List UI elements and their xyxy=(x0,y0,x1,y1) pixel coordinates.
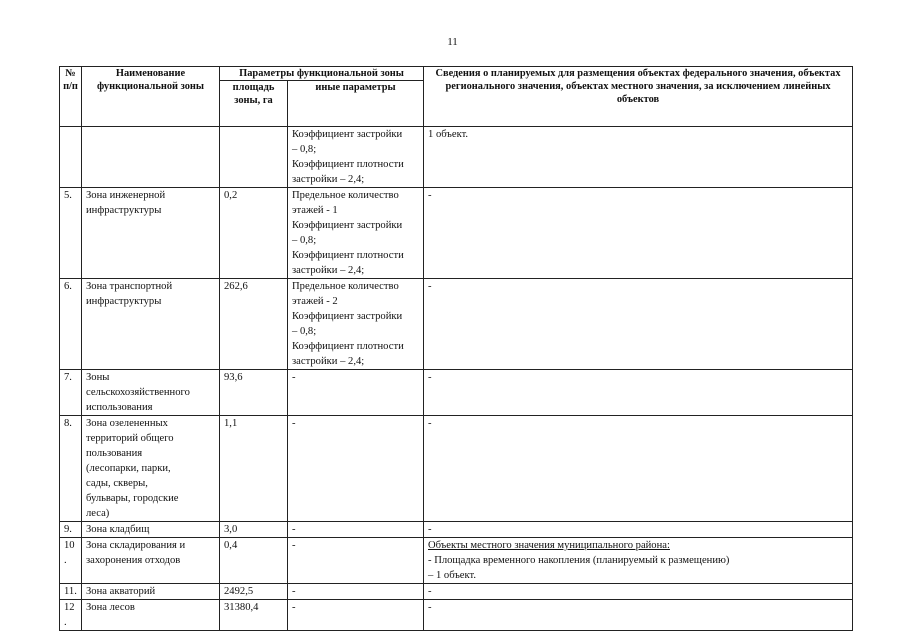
zone-params xyxy=(288,279,424,370)
zone-params xyxy=(288,522,424,538)
zone-name xyxy=(82,584,220,600)
zone-name-line: Зона акваторий xyxy=(86,586,156,597)
zone-name-line: инфраструктуры xyxy=(86,205,162,216)
table-row xyxy=(60,600,853,631)
zone-name xyxy=(82,370,220,416)
planned-objects-line: - xyxy=(428,602,432,613)
row-num xyxy=(60,279,82,370)
planned-objects-title: Объекты местного значения муниципального района: xyxy=(428,540,670,551)
zone-name-line: сельскохозяйственного xyxy=(86,387,190,398)
zone-name-line: (лесопарки, парки, xyxy=(86,463,171,474)
zone-params-line: – 0,8; xyxy=(292,326,317,337)
zone-params-line: этажей - 2 xyxy=(292,296,338,307)
zone-name-line: Зона складирования и xyxy=(86,540,186,551)
planned-objects xyxy=(424,416,853,522)
zone-area xyxy=(220,538,288,584)
zone-params-line: - xyxy=(292,586,296,597)
planned-objects xyxy=(424,279,853,370)
planned-objects-line: - xyxy=(428,586,432,597)
header-params-group: Параметры функциональной зоны xyxy=(220,67,424,81)
zone-name-line: Зона кладбищ xyxy=(86,524,150,535)
zone-params-line: Коэффициент плотности xyxy=(292,341,404,352)
zone-area-line: 262,6 xyxy=(224,281,248,292)
zone-params-line: Коэффициент плотности xyxy=(292,250,404,261)
planned-objects-line: - Площадка временного накопления (планируемый к размещению) xyxy=(428,555,730,566)
row-num xyxy=(60,584,82,600)
zone-params-line: Предельное количество xyxy=(292,190,399,201)
planned-objects xyxy=(424,188,853,279)
planned-objects xyxy=(424,600,853,631)
zone-name-line: Зона транспортной xyxy=(86,281,173,292)
zone-name xyxy=(82,416,220,522)
zone-params-line: застройки – 2,4; xyxy=(292,356,365,367)
zone-params-line: - xyxy=(292,602,296,613)
zone-name-line: территорий общего xyxy=(86,433,174,444)
row-num-line: 11. xyxy=(64,586,77,597)
zone-params-line: - xyxy=(292,524,296,535)
table-row xyxy=(60,188,853,279)
planned-objects xyxy=(424,127,853,188)
zone-params-line: Коэффициент застройки xyxy=(292,311,403,322)
planned-objects-line: – 1 объект. xyxy=(428,570,476,581)
planned-objects xyxy=(424,522,853,538)
zone-params-line: – 0,8; xyxy=(292,144,317,155)
row-num xyxy=(60,522,82,538)
zone-params xyxy=(288,600,424,631)
zone-area-line: 2492,5 xyxy=(224,586,254,597)
zone-area xyxy=(220,600,288,631)
zone-params-line: - xyxy=(292,418,296,429)
zone-area-line: 0,4 xyxy=(224,540,238,551)
zone-area xyxy=(220,127,288,188)
planned-objects xyxy=(424,370,853,416)
table-row xyxy=(60,416,853,522)
zone-area xyxy=(220,370,288,416)
zone-params-line: Коэффициент застройки xyxy=(292,220,403,231)
header-area: площадь зоны, га xyxy=(220,81,288,127)
zone-area xyxy=(220,188,288,279)
header-zone-name: Наименование функциональной зоны xyxy=(82,67,220,127)
zone-name-line: леса) xyxy=(86,508,110,519)
page-number: 11 xyxy=(447,36,458,48)
zone-params xyxy=(288,584,424,600)
zone-name-line: Зоны xyxy=(86,372,110,383)
row-num xyxy=(60,416,82,522)
zone-params-line: – 0,8; xyxy=(292,235,317,246)
zone-area xyxy=(220,416,288,522)
zone-name-line: бульвары, городские xyxy=(86,493,179,504)
row-num xyxy=(60,600,82,631)
zone-params-line: застройки – 2,4; xyxy=(292,174,365,185)
row-num-line: 9. xyxy=(64,524,72,535)
header-num: № п/п xyxy=(60,67,82,127)
row-num-line: 7. xyxy=(64,372,72,383)
zone-name-line: пользования xyxy=(86,448,143,459)
zone-params xyxy=(288,416,424,522)
zone-name xyxy=(82,538,220,584)
table-row xyxy=(60,127,853,188)
planned-objects-line: - xyxy=(428,372,432,383)
zone-area-line: 93,6 xyxy=(224,372,243,383)
zone-params-line: застройки – 2,4; xyxy=(292,265,365,276)
functional-zones-table xyxy=(59,66,853,631)
row-num-line: 6. xyxy=(64,281,72,292)
row-num-line: 12. xyxy=(64,602,75,628)
table-row xyxy=(60,370,853,416)
table-row xyxy=(60,584,853,600)
header-other-params: иные параметры xyxy=(288,81,424,127)
planned-objects-line: - xyxy=(428,524,432,535)
table-body xyxy=(60,127,853,631)
planned-objects-line: 1 объект. xyxy=(428,129,469,140)
planned-objects-line: - xyxy=(428,281,432,292)
table-row xyxy=(60,279,853,370)
planned-objects-line: - xyxy=(428,190,432,201)
zone-area xyxy=(220,279,288,370)
zone-params xyxy=(288,188,424,279)
zone-params xyxy=(288,538,424,584)
planned-objects xyxy=(424,538,853,584)
row-num xyxy=(60,127,82,188)
zone-name-line: Зона озелененных xyxy=(86,418,168,429)
zone-params-line: Коэффициент застройки xyxy=(292,129,403,140)
planned-objects-line: - xyxy=(428,418,432,429)
table-row xyxy=(60,522,853,538)
zone-params xyxy=(288,370,424,416)
zone-params xyxy=(288,127,424,188)
zone-name-line: инфраструктуры xyxy=(86,296,162,307)
zone-area xyxy=(220,584,288,600)
zone-name-line: сады, скверы, xyxy=(86,478,148,489)
zone-name xyxy=(82,522,220,538)
planned-objects xyxy=(424,584,853,600)
zone-name xyxy=(82,188,220,279)
zone-name-line: Зона лесов xyxy=(86,602,135,613)
zone-name xyxy=(82,127,220,188)
zone-name-line: захоронения отходов xyxy=(86,555,181,566)
zone-name-line: использования xyxy=(86,402,153,413)
zone-params-line: Коэффициент плотности xyxy=(292,159,404,170)
header-planned-objects: Сведения о планируемых для размещения объектах федерального значения, объектах регионального значения, объектах местного значения, за исключением линейных объектов xyxy=(424,67,853,127)
zone-params-line: - xyxy=(292,372,296,383)
row-num-line: 10. xyxy=(64,540,75,566)
zone-name xyxy=(82,600,220,631)
row-num xyxy=(60,538,82,584)
zone-params-line: Предельное количество xyxy=(292,281,399,292)
zone-name xyxy=(82,279,220,370)
row-num-line: 8. xyxy=(64,418,72,429)
row-num xyxy=(60,370,82,416)
zone-params-line: - xyxy=(292,540,296,551)
zone-name-line: Зона инженерной xyxy=(86,190,166,201)
zone-area-line: 0,2 xyxy=(224,190,238,201)
zone-params-line: этажей - 1 xyxy=(292,205,338,216)
zone-area-line: 1,1 xyxy=(224,418,238,429)
row-num xyxy=(60,188,82,279)
zone-area xyxy=(220,522,288,538)
row-num-line: 5. xyxy=(64,190,72,201)
zone-area-line: 3,0 xyxy=(224,524,238,535)
table-row xyxy=(60,538,853,584)
zone-area-line: 31380,4 xyxy=(224,602,259,613)
